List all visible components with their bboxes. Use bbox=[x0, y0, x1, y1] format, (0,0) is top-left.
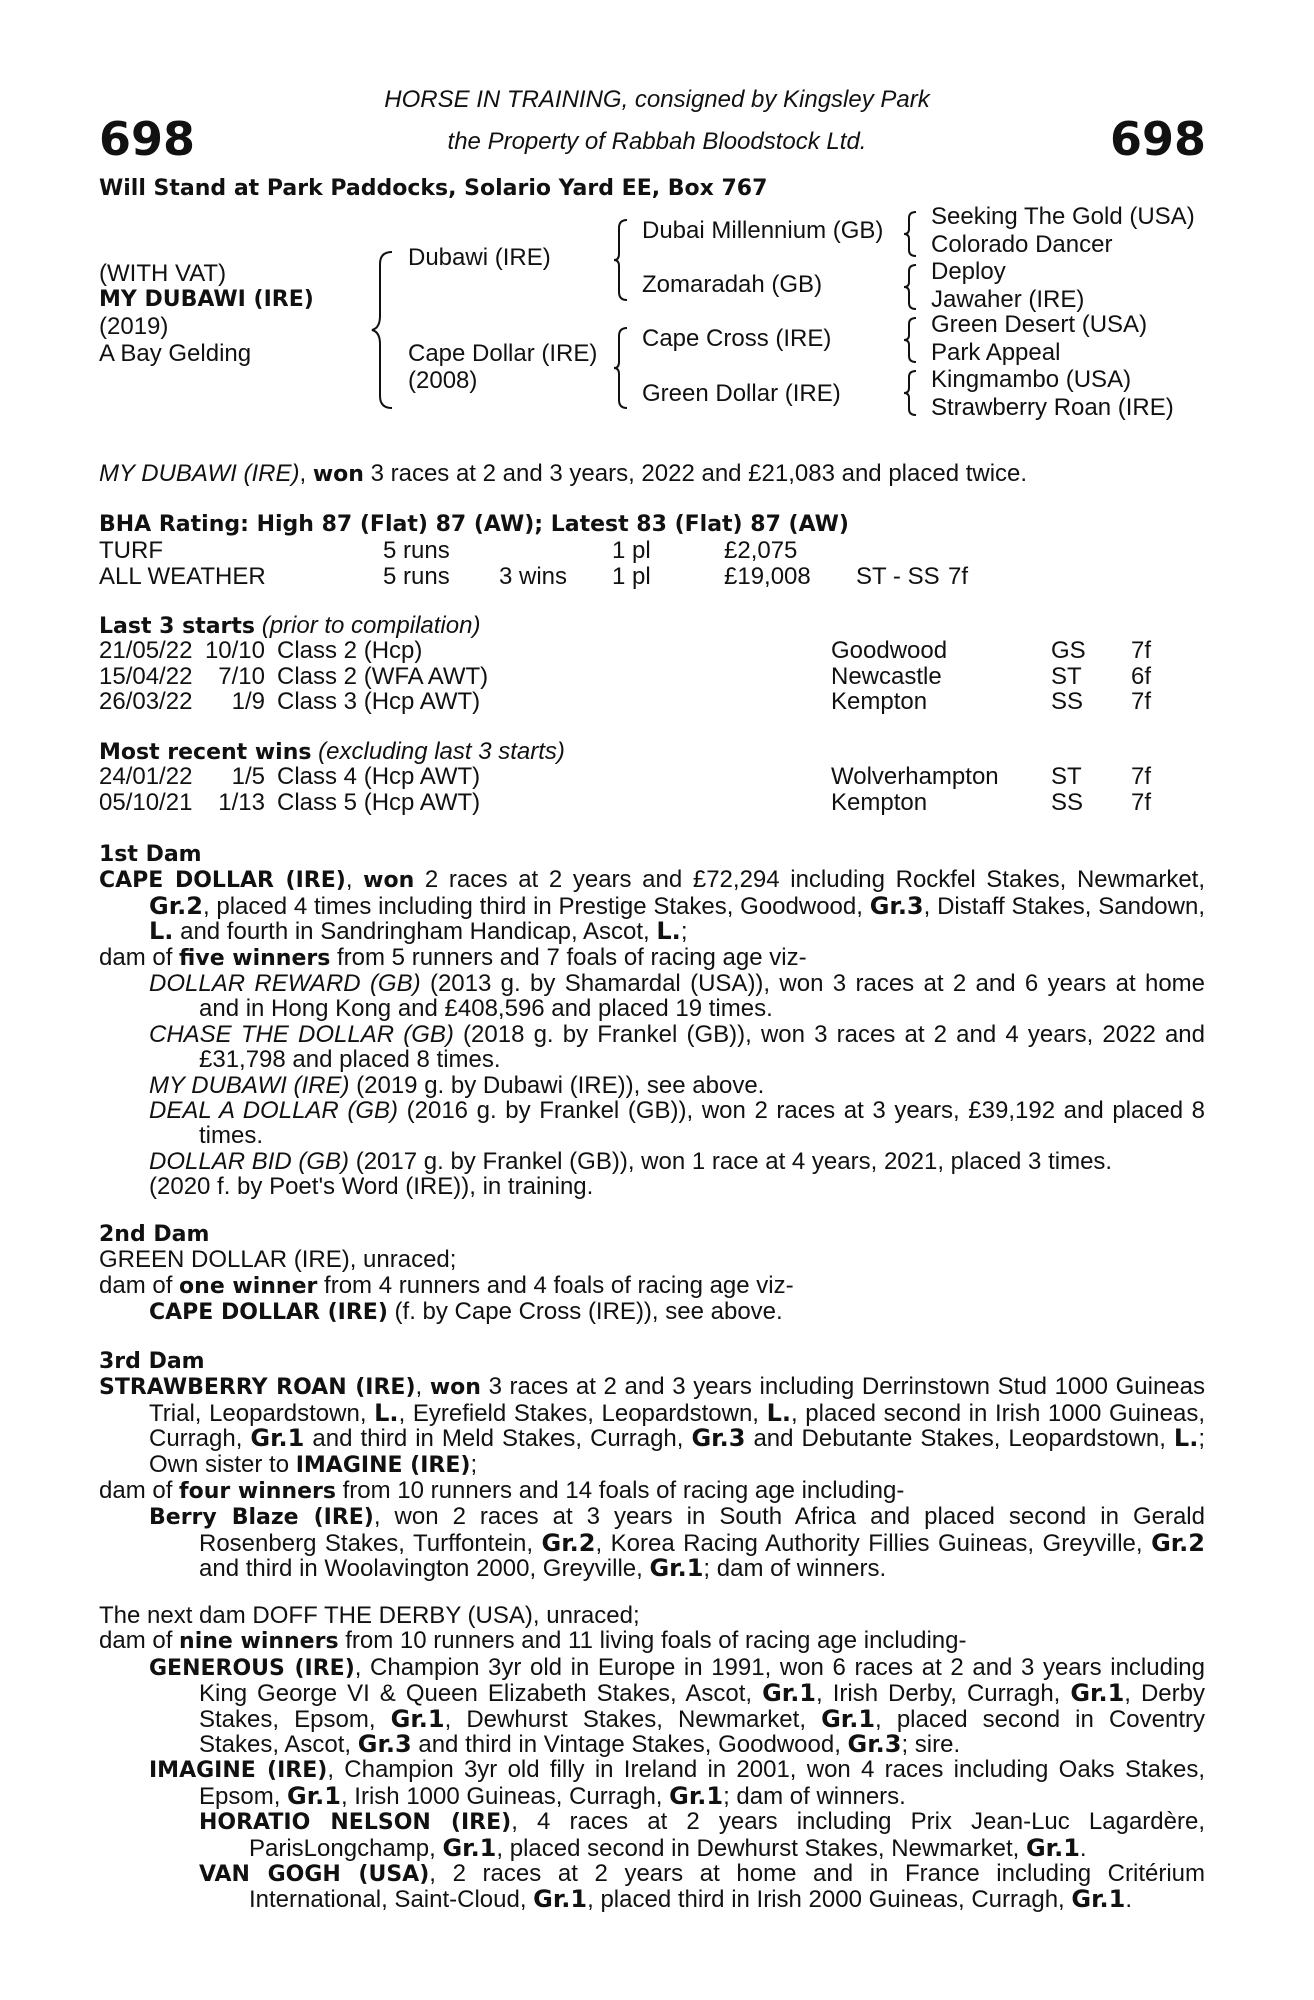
table-row bbox=[99, 790, 1151, 816]
bha-rating: BHA Rating: High 87 (Flat) 87 (AW); Latest 83 (Flat) 87 (AW) bbox=[99, 512, 849, 537]
grade: Gr.1 bbox=[762, 1679, 817, 1708]
text: , Champion 3yr old in Europe in 1991, won 6 races at 2 and 3 years including King George VI & Queen Elizabeth Stakes, Ascot, bbox=[199, 1653, 1205, 1708]
rating-dist bbox=[948, 538, 968, 564]
win-race: Class 5 (Hcp AWT) bbox=[277, 788, 481, 816]
produce-item bbox=[149, 1098, 1205, 1149]
first-dam-name: CAPE DOLLAR (IRE) bbox=[99, 868, 346, 894]
produce-text: (2019 g. by Dubawi (IRE)), see above. bbox=[349, 1071, 765, 1099]
second-dam-produce-summary bbox=[99, 1273, 1205, 1299]
summary-horse-name: MY DUBAWI (IRE) bbox=[99, 460, 300, 487]
last3-note: (prior to compilation) bbox=[261, 612, 481, 639]
produce-name: Berry Blaze (IRE) bbox=[149, 1505, 374, 1531]
recent-heading bbox=[99, 738, 565, 766]
rating-going bbox=[856, 538, 948, 564]
produce-name: HORATIO NELSON (IRE) bbox=[199, 1810, 512, 1836]
first-dam-won: won bbox=[363, 868, 415, 894]
pedigree-brace-main bbox=[370, 250, 400, 410]
start-distance: 6f bbox=[1131, 662, 1152, 690]
text: from 5 runners and 7 foals of racing age viz- bbox=[330, 943, 807, 971]
start-race: Class 2 (WFA AWT) bbox=[277, 662, 489, 690]
win-position: 1/5 bbox=[231, 763, 265, 790]
pedigree-brace-g4 bbox=[903, 369, 919, 417]
produce-item bbox=[149, 1073, 1205, 1098]
pedigree-sire-sire: Dubai Millennium (GB) bbox=[642, 217, 884, 244]
second-dam-record: GREEN DOLLAR (IRE), unraced; bbox=[99, 1246, 457, 1274]
text: from 10 runners and 11 living foals of racing age including- bbox=[338, 1627, 967, 1655]
produce-item bbox=[149, 1757, 1205, 1809]
sister-name: IMAGINE (IRE) bbox=[295, 1452, 471, 1478]
start-position: 7/10 bbox=[218, 662, 265, 690]
win-distance: 7f bbox=[1131, 763, 1152, 790]
text: ; sire. bbox=[901, 1731, 961, 1759]
summary-rest: 3 races at 2 and 3 years, 2022 and £21,083 and placed twice. bbox=[363, 460, 1028, 487]
win-position: 1/13 bbox=[218, 788, 265, 816]
table-row bbox=[99, 538, 968, 564]
text: ; dam of winners. bbox=[723, 1782, 906, 1810]
text: , placed second in Dewhurst Stakes, Newmarket, bbox=[496, 1834, 1026, 1862]
pedigree-g7: Kingmambo (USA) bbox=[931, 366, 1132, 393]
pedigree-g3: Deploy bbox=[931, 258, 1006, 285]
produce-item bbox=[199, 1809, 1205, 1861]
listed: L. bbox=[766, 1398, 792, 1427]
text: 2 races at 2 years and £72,294 including Rockfel Stakes, Newmarket, bbox=[414, 866, 1206, 894]
text: and third in Meld Stakes, Curragh, bbox=[304, 1425, 692, 1453]
win-going: SS bbox=[1051, 788, 1084, 816]
grade: Gr.1 bbox=[1070, 1679, 1125, 1708]
start-distance: 7f bbox=[1131, 637, 1152, 664]
text: , placed third in Irish 2000 Guineas, Curragh, bbox=[587, 1886, 1072, 1914]
grade: Gr.1 bbox=[1071, 1885, 1126, 1914]
winners-count: five winners bbox=[179, 945, 331, 971]
start-going: SS bbox=[1051, 688, 1084, 715]
property-line: the Property of Rabbah Bloodstock Ltd. bbox=[447, 128, 867, 155]
pedigree-g1: Seeking The Gold (USA) bbox=[931, 203, 1195, 230]
grade: Gr.3 bbox=[357, 1730, 412, 1759]
text: , placed second in Irish 1000 Guineas, Curragh, bbox=[149, 1399, 1206, 1453]
text: , Distaff Stakes, Sandown, bbox=[923, 892, 1205, 920]
start-date: 26/03/22 bbox=[99, 688, 193, 715]
produce-text: (f. by Cape Cross (IRE)), see above. bbox=[387, 1298, 783, 1326]
produce-item bbox=[149, 1655, 1205, 1758]
produce-name: VAN GOGH (USA) bbox=[199, 1862, 430, 1888]
produce-name: CAPE DOLLAR (IRE) bbox=[149, 1300, 388, 1326]
text: from 10 runners and 14 foals of racing age including- bbox=[335, 1477, 905, 1505]
produce-item bbox=[149, 1174, 1205, 1199]
third-dam-name: STRAWBERRY ROAN (IRE) bbox=[99, 1375, 416, 1401]
start-course: Goodwood bbox=[831, 637, 948, 664]
grade: Gr.1 bbox=[287, 1781, 341, 1810]
grade: Gr.1 bbox=[649, 1554, 704, 1583]
table-row bbox=[99, 564, 968, 590]
grade: Gr.2 bbox=[149, 891, 203, 920]
produce-name: CHASE THE DOLLAR (GB) bbox=[149, 1020, 454, 1048]
win-race: Class 4 (Hcp AWT) bbox=[277, 763, 481, 790]
pedigree-g4: Jawaher (IRE) bbox=[931, 286, 1085, 313]
text: ; bbox=[680, 918, 688, 946]
pedigree-dam: Cape Dollar (IRE) bbox=[408, 340, 598, 367]
text: , 4 races at 2 years including Prix Jean-Luc Lagardère, ParisLongchamp, bbox=[249, 1808, 1205, 1862]
produce-text: (2013 g. by Shamardal (USA)), won 3 races at 2 and 6 years at home and in Hong Kong and £408,596 and placed 19 times. bbox=[199, 970, 1206, 1023]
last3-title: Last 3 starts bbox=[99, 614, 256, 639]
third-dam-record: STRAWBERRY ROAN (IRE), won 3 races at 2 and 3 years including Derrinstown Stud 1000 Guineas Trial, Leopardstown, L., Eyrefield Stakes, Leopardstown, L., placed second in Irish 1000 Guineas, Curragh, Gr.1 and third in Meld Stakes, Curragh, Gr.3 and Debutante Stakes, Leopardstown, L.; Own sister to IMAGINE (IRE); bbox=[99, 1373, 1206, 1478]
text: 3 races at 2 and 3 years including Derrinstown Stud 1000 Guineas Trial, Leopardstown, bbox=[149, 1373, 1205, 1427]
text: and fourth in Sandringham Handicap, Ascot, bbox=[173, 918, 657, 946]
listed: L. bbox=[656, 917, 681, 946]
start-date: 21/05/22 bbox=[99, 637, 193, 664]
pedigree-dam-dam: Green Dollar (IRE) bbox=[642, 380, 841, 407]
third-dam-produce-summary bbox=[99, 1478, 1205, 1504]
start-going: ST bbox=[1051, 662, 1082, 690]
second-dam-heading: 2nd Dam bbox=[99, 1222, 210, 1247]
grade: Gr.3 bbox=[847, 1730, 902, 1759]
third-dam-section bbox=[99, 1349, 1205, 1582]
first-dam-produce-summary bbox=[99, 945, 1205, 971]
horse-name: MY DUBAWI (IRE) bbox=[99, 287, 314, 312]
last3-table bbox=[99, 638, 1151, 715]
win-course: Wolverhampton bbox=[831, 763, 999, 790]
horse-description: A Bay Gelding bbox=[99, 340, 252, 367]
pedigree-g8: Strawberry Roan (IRE) bbox=[931, 394, 1174, 421]
pedigree-g2: Colorado Dancer bbox=[931, 231, 1113, 258]
produce-item bbox=[149, 1022, 1205, 1073]
grade: Gr.1 bbox=[390, 1704, 445, 1733]
text: , Korea Racing Authority Fillies Guineas, Greyville, bbox=[595, 1529, 1152, 1557]
recent-table bbox=[99, 764, 1151, 815]
rating-wins: 3 wins bbox=[499, 562, 568, 590]
text: dam of bbox=[99, 1271, 180, 1299]
start-distance: 7f bbox=[1131, 688, 1152, 715]
text: and third in Vintage Stakes, Goodwood, bbox=[411, 1731, 848, 1759]
pedigree-g6: Park Appeal bbox=[931, 339, 1061, 366]
text: ; dam of winners. bbox=[703, 1555, 887, 1583]
pedigree-brace-sire bbox=[613, 218, 631, 302]
text: and third in Woolavington 2000, Greyville, bbox=[199, 1555, 650, 1583]
grade: Gr.3 bbox=[691, 1424, 746, 1453]
pedigree-dam-sire: Cape Cross (IRE) bbox=[642, 325, 832, 352]
third-dam-won: won bbox=[429, 1375, 481, 1401]
win-going: ST bbox=[1051, 763, 1082, 790]
produce-item bbox=[149, 1504, 1205, 1581]
lot-number-left: 698 bbox=[99, 112, 196, 166]
produce-name: IMAGINE (IRE) bbox=[149, 1758, 328, 1784]
winners-count: one winner bbox=[179, 1273, 318, 1299]
text: and Debutante Stakes, Leopardstown, bbox=[745, 1425, 1174, 1453]
text: , placed second in Coventry Stakes, Ascot, bbox=[199, 1705, 1205, 1759]
produce-text: (2018 g. by Frankel (GB)), won 3 races at 2 and 4 years, 2022 and £31,798 and placed 8 times. bbox=[199, 1020, 1206, 1074]
start-race: Class 2 (Hcp) bbox=[277, 637, 423, 664]
win-date: 05/10/21 bbox=[99, 788, 193, 816]
grade: Gr.2 bbox=[1151, 1528, 1205, 1557]
summary-won: won bbox=[312, 462, 364, 487]
produce-text: (2017 g. by Frankel (GB)), won 1 race at 4 years, 2021, placed 3 times. bbox=[349, 1147, 1113, 1175]
table-row bbox=[99, 764, 1151, 790]
start-course: Kempton bbox=[831, 688, 928, 715]
lot-number-right: 698 bbox=[1109, 112, 1206, 166]
produce-item bbox=[149, 971, 1205, 1022]
pedigree-sire-dam: Zomaradah (GB) bbox=[642, 271, 823, 298]
pedigree-brace-g1 bbox=[903, 210, 919, 258]
grade: Gr.1 bbox=[250, 1424, 305, 1453]
pedigree-brace-g2 bbox=[903, 263, 919, 311]
start-position: 1/9 bbox=[231, 688, 265, 715]
table-row bbox=[99, 638, 1151, 664]
text: dam of bbox=[99, 1627, 180, 1655]
text: , Champion 3yr old filly in Ireland in 2001, won 4 races including Oaks Stakes, Epsom, bbox=[199, 1756, 1205, 1810]
text: , 2 races at 2 years at home and in France including Critérium International, Saint-Cloud, bbox=[249, 1860, 1206, 1914]
listed: L. bbox=[374, 1398, 399, 1427]
rating-runs: 5 runs bbox=[383, 537, 450, 564]
listed: L. bbox=[149, 917, 174, 946]
first-dam-record: CAPE DOLLAR (IRE), won 2 races at 2 years and £72,294 including Rockfel Stakes, Newmarket, Gr.2, placed 4 times including third in Prestige Stakes, Goodwood, Gr.3, Distaff Stakes, Sandown, L. and fourth in Sandringham Handicap, Ascot, L.; bbox=[99, 866, 1206, 946]
text: dam of bbox=[99, 943, 180, 971]
vat-label: (WITH VAT) bbox=[99, 260, 227, 287]
text: dam of bbox=[99, 1477, 180, 1505]
horse-year: (2019) bbox=[99, 313, 169, 340]
recent-note: (excluding last 3 starts) bbox=[318, 738, 565, 765]
start-date: 15/04/22 bbox=[99, 662, 193, 690]
grade: Gr.1 bbox=[442, 1833, 497, 1862]
next-dam-record: The next dam DOFF THE DERBY (USA), unraced; bbox=[99, 1602, 640, 1629]
text: . bbox=[1079, 1834, 1087, 1862]
stand-line: Will Stand at Park Paddocks, Solario Yard EE, Box 767 bbox=[99, 176, 768, 201]
text: , placed 4 times including third in Prestige Stakes, Goodwood, bbox=[202, 892, 870, 920]
produce-name: DEAL A DOLLAR (GB) bbox=[149, 1097, 399, 1125]
winners-count: nine winners bbox=[179, 1629, 339, 1655]
text: ; Own sister to bbox=[149, 1425, 1205, 1478]
rating-runs: 5 runs bbox=[383, 562, 450, 590]
produce-name: DOLLAR REWARD (GB) bbox=[149, 970, 421, 998]
recent-title: Most recent wins bbox=[99, 740, 312, 765]
produce-name: GENEROUS (IRE) bbox=[149, 1655, 355, 1681]
rating-wins bbox=[499, 538, 612, 564]
rating-table bbox=[99, 538, 968, 589]
win-date: 24/01/22 bbox=[99, 763, 193, 790]
rating-placed: 1 pl bbox=[612, 537, 651, 564]
text: ; bbox=[470, 1450, 478, 1478]
next-dam-produce-summary bbox=[99, 1628, 1205, 1654]
grade: Gr.1 bbox=[533, 1885, 588, 1914]
last3-heading bbox=[99, 612, 480, 640]
start-race: Class 3 (Hcp AWT) bbox=[277, 688, 481, 715]
start-position: 10/10 bbox=[204, 637, 265, 664]
produce-item bbox=[149, 1299, 1205, 1325]
consignment-line: HORSE IN TRAINING, consigned by Kingsley Park bbox=[384, 86, 930, 113]
start-going: GS bbox=[1051, 637, 1086, 664]
text: , Eyrefield Stakes, Leopardstown, bbox=[398, 1399, 767, 1427]
rating-surface: TURF bbox=[99, 537, 163, 564]
winners-count: four winners bbox=[179, 1479, 336, 1505]
rating-dist: 7f bbox=[948, 562, 969, 590]
grade: Gr.1 bbox=[1025, 1833, 1080, 1862]
next-dam-section bbox=[99, 1603, 1205, 1913]
grade: Gr.2 bbox=[541, 1528, 596, 1557]
pedigree-brace-dam bbox=[613, 326, 631, 410]
text: , won 2 races at 3 years in South Africa and placed second in Gerald Rosenberg Stakes, Turffontein, bbox=[199, 1503, 1205, 1557]
table-row bbox=[99, 689, 1151, 715]
start-course: Newcastle bbox=[831, 662, 942, 690]
text: , Irish Derby, Curragh, bbox=[816, 1680, 1071, 1708]
race-summary: MY DUBAWI (IRE), won 3 races at 2 and 3 years, 2022 and £21,083 and placed twice. bbox=[99, 460, 1028, 487]
text: , Dewhurst Stakes, Newmarket, bbox=[444, 1705, 822, 1733]
grade: Gr.3 bbox=[869, 891, 924, 920]
rating-placed: 1 pl bbox=[612, 562, 651, 590]
rating-prize: £19,008 bbox=[724, 562, 811, 590]
first-dam-section bbox=[99, 842, 1205, 1200]
pedigree-sire: Dubawi (IRE) bbox=[408, 244, 551, 271]
pedigree-brace-g3 bbox=[903, 316, 919, 364]
text: from 4 runners and 4 foals of racing age viz- bbox=[317, 1271, 794, 1299]
grade: Gr.1 bbox=[669, 1781, 724, 1810]
produce-text: (2020 f. by Poet's Word (IRE)), in training. bbox=[149, 1173, 594, 1201]
grade: Gr.1 bbox=[821, 1704, 876, 1733]
listed: L. bbox=[1173, 1424, 1199, 1453]
produce-item bbox=[199, 1861, 1205, 1913]
text: , Derby Stakes, Epsom, bbox=[199, 1680, 1205, 1733]
produce-item bbox=[149, 1149, 1205, 1174]
rating-going: ST - SS bbox=[856, 562, 940, 590]
rating-prize: £2,075 bbox=[724, 537, 798, 564]
text: , Irish 1000 Guineas, Curragh, bbox=[340, 1782, 670, 1810]
win-distance: 7f bbox=[1131, 788, 1152, 816]
first-dam-heading: 1st Dam bbox=[99, 842, 202, 867]
produce-name: MY DUBAWI (IRE) bbox=[149, 1071, 350, 1099]
pedigree-dam-year: (2008) bbox=[408, 367, 478, 394]
pedigree-g5: Green Desert (USA) bbox=[931, 311, 1148, 338]
win-course: Kempton bbox=[831, 788, 928, 816]
second-dam-section bbox=[99, 1222, 1205, 1326]
produce-name: DOLLAR BID (GB) bbox=[149, 1147, 350, 1175]
table-row bbox=[99, 664, 1151, 690]
text: . bbox=[1125, 1886, 1132, 1914]
third-dam-heading: 3rd Dam bbox=[99, 1349, 205, 1374]
produce-text: (2016 g. by Frankel (GB)), won 2 races at 3 years, £39,192 and placed 8 times. bbox=[199, 1097, 1205, 1150]
rating-surface: ALL WEATHER bbox=[99, 562, 266, 590]
